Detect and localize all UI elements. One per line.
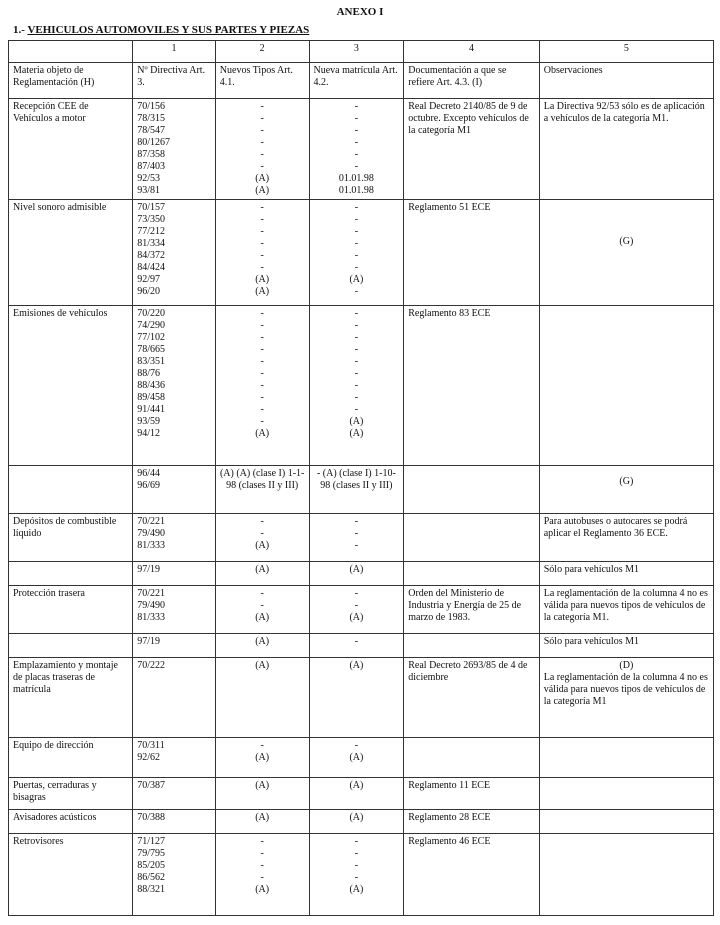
nueva-matricula-value: - xyxy=(354,101,359,112)
nueva-matricula-cell: - (A) (clase I) 1-10-98 (clases II y III) xyxy=(309,466,404,514)
directiva-cell xyxy=(133,562,216,586)
nueva-matricula-value: - xyxy=(354,149,359,160)
nuevos-tipos-value: - xyxy=(260,392,264,403)
nueva-matricula-cell xyxy=(309,778,404,810)
directiva-number: 92/62 xyxy=(137,752,161,763)
directiva-number: 79/490 xyxy=(137,600,166,611)
nueva-matricula-value: (A) xyxy=(349,660,364,671)
materia-cell xyxy=(9,562,133,586)
header-materia: Materia objeto de Reglamentación (H) xyxy=(9,63,133,99)
nueva-matricula-value: (A) xyxy=(349,564,364,575)
nuevos-tipos-value: (A) xyxy=(255,660,270,671)
nueva-matricula-value: - xyxy=(354,214,359,225)
observaciones-text: La Directiva 92/53 sólo es de aplicación a vehículos de la categoría M1. xyxy=(543,101,705,124)
directiva-number: 79/490 xyxy=(137,528,166,539)
nueva-matricula-value: - xyxy=(354,226,359,237)
directiva-number: 97/19 xyxy=(137,564,161,575)
table-row xyxy=(9,99,714,200)
directiva-number: 70/311 xyxy=(137,740,165,751)
nueva-matricula-value: - xyxy=(354,262,359,273)
regulation-table xyxy=(8,40,714,916)
documentacion-cell: Reglamento 51 ECE xyxy=(404,200,539,306)
nuevos-tipos-value: - xyxy=(260,740,264,751)
nuevos-tipos-value: - xyxy=(260,320,264,331)
directiva-number: 80/1267 xyxy=(137,137,171,148)
documentacion-cell: Real Decreto 2140/85 de 9 de octubre. Excepto vehículos de la categoría M1 xyxy=(404,99,539,200)
nuevos-tipos-value: - xyxy=(260,226,264,237)
nuevos-tipos-cell xyxy=(215,634,309,658)
observaciones-cell xyxy=(539,466,713,514)
directiva-number: 94/12 xyxy=(137,428,161,439)
directiva-cell xyxy=(133,514,216,562)
directiva-number: 81/333 xyxy=(137,612,166,623)
observaciones-cell xyxy=(539,562,713,586)
nueva-matricula-value: (A) xyxy=(349,612,364,623)
nueva-matricula-cell xyxy=(309,834,404,916)
nueva-matricula-value: - xyxy=(354,286,359,297)
nueva-matricula-value: (A) xyxy=(349,416,364,427)
nuevos-tipos-value: (A) xyxy=(255,884,270,895)
directiva-number: 96/69 xyxy=(137,480,161,491)
table-row xyxy=(9,514,714,562)
nuevos-tipos-value: - xyxy=(260,588,264,599)
directiva-number: 88/436 xyxy=(137,380,166,391)
table-row xyxy=(9,306,714,466)
nuevos-tipos-value: - xyxy=(260,308,264,319)
documentacion-cell xyxy=(404,514,539,562)
nueva-matricula-cell xyxy=(309,810,404,834)
nueva-matricula-cell xyxy=(309,514,404,562)
documentacion-cell xyxy=(404,738,539,778)
directiva-number: 81/333 xyxy=(137,540,166,551)
nueva-matricula-value: - xyxy=(354,540,359,551)
nuevos-tipos-value: - xyxy=(260,332,264,343)
directiva-number: 88/321 xyxy=(137,884,166,895)
nuevos-tipos-cell xyxy=(215,562,309,586)
nueva-matricula-value: - xyxy=(354,636,359,647)
nuevos-tipos-value: - xyxy=(260,101,264,112)
header-nuevos-tipos: Nuevos Tipos Art. 4.1. xyxy=(215,63,309,99)
nueva-matricula-value: - xyxy=(354,308,359,319)
column-number-blank xyxy=(9,41,133,63)
nuevos-tipos-value: - xyxy=(260,214,264,225)
nuevos-tipos-cell xyxy=(215,99,309,200)
observaciones-cell xyxy=(539,658,713,738)
observaciones-cell xyxy=(539,834,713,916)
directiva-number: 87/358 xyxy=(137,149,166,160)
nuevos-tipos-value: (A) xyxy=(255,564,270,575)
nueva-matricula-value: - xyxy=(354,528,359,539)
annex-title: ANEXO I xyxy=(336,6,384,18)
table-row xyxy=(9,738,714,778)
directiva-number: 97/19 xyxy=(137,636,161,647)
directiva-number: 81/334 xyxy=(137,238,166,249)
directiva-number: 96/44 xyxy=(137,468,161,479)
materia-cell: Equipo de dirección xyxy=(9,738,133,778)
nuevos-tipos-value: (A) xyxy=(255,612,270,623)
directiva-cell xyxy=(133,810,216,834)
nuevos-tipos-value: - xyxy=(260,161,264,172)
documentacion-cell xyxy=(404,562,539,586)
header-nueva-matricula: Nueva matrícula Art. 4.2. xyxy=(309,63,404,99)
materia-cell: Depósitos de combustible líquido xyxy=(9,514,133,562)
directiva-number: 92/97 xyxy=(137,274,161,285)
directiva-cell xyxy=(133,99,216,200)
directiva-number: 73/350 xyxy=(137,214,166,225)
materia-cell: Emisiones de vehículos xyxy=(9,306,133,466)
materia-cell xyxy=(9,634,133,658)
nueva-matricula-cell xyxy=(309,200,404,306)
observaciones-cell xyxy=(539,778,713,810)
nueva-matricula-value: - xyxy=(354,836,359,847)
observaciones-text: La reglamentación de la columna 4 no es válida para nuevos tipos de vehículos de la categoría M1 xyxy=(543,672,708,707)
directiva-number: 70/388 xyxy=(137,812,166,823)
directiva-number: 87/403 xyxy=(137,161,166,172)
directiva-number: 79/795 xyxy=(137,848,166,859)
observaciones-text: La reglamentación de la columna 4 no es válida para nuevos tipos de vehículos de la categoría M1. xyxy=(543,588,708,623)
table-row xyxy=(9,778,714,810)
directiva-number: 74/290 xyxy=(137,320,166,331)
nueva-matricula-value: - xyxy=(354,202,359,213)
materia-cell: Avisadores acústicos xyxy=(9,810,133,834)
documentacion-cell: Orden del Ministerio de Industria y Energía de 25 de marzo de 1983. xyxy=(404,586,539,634)
directiva-cell xyxy=(133,200,216,306)
nueva-matricula-value: (A) xyxy=(349,428,364,439)
documentacion-cell: Reglamento 83 ECE xyxy=(404,306,539,466)
nuevos-tipos-value: (A) xyxy=(255,286,270,297)
directiva-number: 93/59 xyxy=(137,416,161,427)
nuevos-tipos-value: (A) xyxy=(255,173,270,184)
section-title: VEHICULOS AUTOMOVILES Y SUS PARTES Y PIEZAS xyxy=(27,24,310,36)
section-number: 1.- xyxy=(13,24,28,36)
documentacion-cell xyxy=(404,634,539,658)
nueva-matricula-value: - xyxy=(354,392,359,403)
table-row xyxy=(9,562,714,586)
directiva-number: 83/351 xyxy=(137,356,166,367)
nuevos-tipos-value: - xyxy=(260,528,264,539)
observaciones-cell xyxy=(539,810,713,834)
nueva-matricula-value: - xyxy=(354,320,359,331)
table-row xyxy=(9,586,714,634)
materia-cell: Puertas, cerraduras y bisagras xyxy=(9,778,133,810)
observaciones-cell xyxy=(539,99,713,200)
section-heading xyxy=(13,24,309,36)
nueva-matricula-value: (A) xyxy=(349,812,364,823)
nueva-matricula-value: - xyxy=(354,860,359,871)
materia-cell xyxy=(9,466,133,514)
nueva-matricula-value: - xyxy=(354,380,359,391)
nuevos-tipos-value: (A) xyxy=(255,636,270,647)
observaciones-text: Sólo para vehículos M1 xyxy=(543,564,639,575)
directiva-number: 89/458 xyxy=(137,392,166,403)
directiva-number: 70/220 xyxy=(137,308,166,319)
nueva-matricula-value: - xyxy=(354,250,359,261)
nuevos-tipos-value: - xyxy=(260,836,264,847)
nuevos-tipos-value: - xyxy=(260,250,264,261)
nuevos-tipos-value: - xyxy=(260,380,264,391)
nueva-matricula-value: - xyxy=(354,161,359,172)
observaciones-cell xyxy=(539,514,713,562)
observaciones-text: Para autobuses o autocares se podrá aplicar el Reglamento 36 ECE. xyxy=(543,516,688,539)
nueva-matricula-value: - xyxy=(354,872,359,883)
nueva-matricula-value: - xyxy=(354,848,359,859)
observaciones-text: (G) xyxy=(619,476,634,487)
nuevos-tipos-value: (A) xyxy=(255,780,270,791)
materia-cell: Protección trasera xyxy=(9,586,133,634)
nueva-matricula-value: - xyxy=(354,368,359,379)
nueva-matricula-value: - xyxy=(354,600,359,611)
nueva-matricula-value: (A) xyxy=(349,274,364,285)
observaciones-note-mark: (D) xyxy=(619,660,634,671)
nuevos-tipos-value: (A) xyxy=(255,274,270,285)
column-number: 3 xyxy=(309,41,404,63)
column-number: 4 xyxy=(404,41,539,63)
documentacion-cell: Reglamento 11 ECE xyxy=(404,778,539,810)
directiva-number: 96/20 xyxy=(137,286,161,297)
directiva-number: 86/562 xyxy=(137,872,166,883)
nuevos-tipos-cell xyxy=(215,810,309,834)
nuevos-tipos-value: - xyxy=(260,113,264,124)
documentacion-cell: Reglamento 46 ECE xyxy=(404,834,539,916)
nueva-matricula-cell xyxy=(309,306,404,466)
observaciones-cell xyxy=(539,738,713,778)
materia-cell: Emplazamiento y montaje de placas traseras de matrícula xyxy=(9,658,133,738)
nuevos-tipos-value: - xyxy=(260,137,264,148)
nueva-matricula-value: - xyxy=(354,137,359,148)
directiva-number: 71/127 xyxy=(137,836,166,847)
nuevos-tipos-cell xyxy=(215,514,309,562)
table-row xyxy=(9,810,714,834)
observaciones-cell xyxy=(539,586,713,634)
documentacion-cell xyxy=(404,466,539,514)
nuevos-tipos-cell xyxy=(215,306,309,466)
directiva-number: 78/547 xyxy=(137,125,166,136)
documentacion-cell: Reglamento 28 ECE xyxy=(404,810,539,834)
directiva-number: 84/424 xyxy=(137,262,166,273)
table-row xyxy=(9,834,714,916)
nueva-matricula-value: (A) xyxy=(349,884,364,895)
column-number: 1 xyxy=(133,41,216,63)
nuevos-tipos-cell: (A) (A) (clase I) 1-1-98 (clases II y III) xyxy=(215,466,309,514)
directiva-cell xyxy=(133,738,216,778)
nuevos-tipos-value: - xyxy=(260,344,264,355)
observaciones-cell xyxy=(539,634,713,658)
column-number-row xyxy=(9,41,714,63)
directiva-cell xyxy=(133,306,216,466)
directiva-number: 78/315 xyxy=(137,113,166,124)
nueva-matricula-cell xyxy=(309,738,404,778)
nuevos-tipos-value: - xyxy=(260,125,264,136)
observaciones-cell xyxy=(539,200,713,306)
observaciones-text: Sólo para vehículos M1 xyxy=(543,636,639,647)
nueva-matricula-value: - xyxy=(354,332,359,343)
nueva-matricula-value: 01.01.98 xyxy=(338,185,374,196)
nueva-matricula-value: - xyxy=(354,238,359,249)
directiva-number: 70/387 xyxy=(137,780,166,791)
nuevos-tipos-cell xyxy=(215,834,309,916)
directiva-number: 92/53 xyxy=(137,173,161,184)
nueva-matricula-value: - xyxy=(354,356,359,367)
materia-cell: Nivel sonoro admisible xyxy=(9,200,133,306)
directiva-number: 77/212 xyxy=(137,226,166,237)
nuevos-tipos-value: (A) xyxy=(255,752,270,763)
table-row xyxy=(9,200,714,306)
column-number: 2 xyxy=(215,41,309,63)
table-row xyxy=(9,658,714,738)
nuevos-tipos-value: (A) xyxy=(255,540,270,551)
nuevos-tipos-cell xyxy=(215,778,309,810)
directiva-cell xyxy=(133,834,216,916)
nueva-matricula-value: - xyxy=(354,125,359,136)
nuevos-tipos-cell xyxy=(215,200,309,306)
nueva-matricula-cell xyxy=(309,99,404,200)
directiva-number: 70/221 xyxy=(137,588,166,599)
nuevos-tipos-value: - xyxy=(260,872,264,883)
nueva-matricula-value: - xyxy=(354,113,359,124)
nuevos-tipos-value: (A) xyxy=(255,185,270,196)
nuevos-tipos-cell xyxy=(215,738,309,778)
directiva-number: 78/665 xyxy=(137,344,166,355)
nueva-matricula-value: - xyxy=(354,516,359,527)
nueva-matricula-value: - xyxy=(354,740,359,751)
table-row xyxy=(9,634,714,658)
header-directiva: Nº Directiva Art. 3. xyxy=(133,63,216,99)
nueva-matricula-cell xyxy=(309,562,404,586)
nuevos-tipos-value: - xyxy=(260,404,264,415)
nueva-matricula-value: - xyxy=(354,588,359,599)
nuevos-tipos-value: - xyxy=(260,202,264,213)
nueva-matricula-cell xyxy=(309,634,404,658)
nueva-matricula-value: (A) xyxy=(349,780,364,791)
directiva-number: 77/102 xyxy=(137,332,166,343)
column-header-row xyxy=(9,63,714,99)
materia-cell: Retrovisores xyxy=(9,834,133,916)
directiva-number: 70/222 xyxy=(137,660,166,671)
nueva-matricula-value: 01.01.98 xyxy=(338,173,374,184)
nuevos-tipos-value: - xyxy=(260,356,264,367)
column-number: 5 xyxy=(539,41,713,63)
nueva-matricula-value: (A) xyxy=(349,752,364,763)
observaciones-text: (G) xyxy=(619,236,634,247)
nuevos-tipos-value: - xyxy=(260,368,264,379)
directiva-number: 70/156 xyxy=(137,101,166,112)
nueva-matricula-value: - xyxy=(354,344,359,355)
nuevos-tipos-cell xyxy=(215,658,309,738)
directiva-cell xyxy=(133,466,216,514)
directiva-number: 70/157 xyxy=(137,202,166,213)
directiva-number: 93/81 xyxy=(137,185,161,196)
nuevos-tipos-value: - xyxy=(260,149,264,160)
nuevos-tipos-value: (A) xyxy=(255,428,270,439)
nueva-matricula-value: - xyxy=(354,404,359,415)
nuevos-tipos-value: - xyxy=(260,262,264,273)
directiva-cell xyxy=(133,658,216,738)
directiva-number: 70/221 xyxy=(137,516,166,527)
directiva-number: 91/441 xyxy=(137,404,166,415)
nueva-matricula-cell xyxy=(309,658,404,738)
nuevos-tipos-value: - xyxy=(260,516,264,527)
nuevos-tipos-cell xyxy=(215,586,309,634)
header-observaciones: Observaciones xyxy=(539,63,713,99)
nuevos-tipos-value: - xyxy=(260,416,264,427)
directiva-number: 84/372 xyxy=(137,250,166,261)
nuevos-tipos-value: (A) xyxy=(255,812,270,823)
nuevos-tipos-value: - xyxy=(260,600,264,611)
nuevos-tipos-value: - xyxy=(260,238,264,249)
directiva-cell xyxy=(133,586,216,634)
header-documentacion: Documentación a que se refiere Art. 4.3. (I) xyxy=(404,63,539,99)
observaciones-cell xyxy=(539,306,713,466)
nuevos-tipos-value: - xyxy=(260,848,264,859)
directiva-number: 85/205 xyxy=(137,860,166,871)
nuevos-tipos-value: - xyxy=(260,860,264,871)
nueva-matricula-cell xyxy=(309,586,404,634)
table-row xyxy=(9,466,714,514)
materia-cell: Recepción CEE de Vehículos a motor xyxy=(9,99,133,200)
directiva-cell xyxy=(133,778,216,810)
directiva-number: 88/76 xyxy=(137,368,161,379)
directiva-cell xyxy=(133,634,216,658)
documentacion-cell: Real Decreto 2693/85 de 4 de diciembre xyxy=(404,658,539,738)
